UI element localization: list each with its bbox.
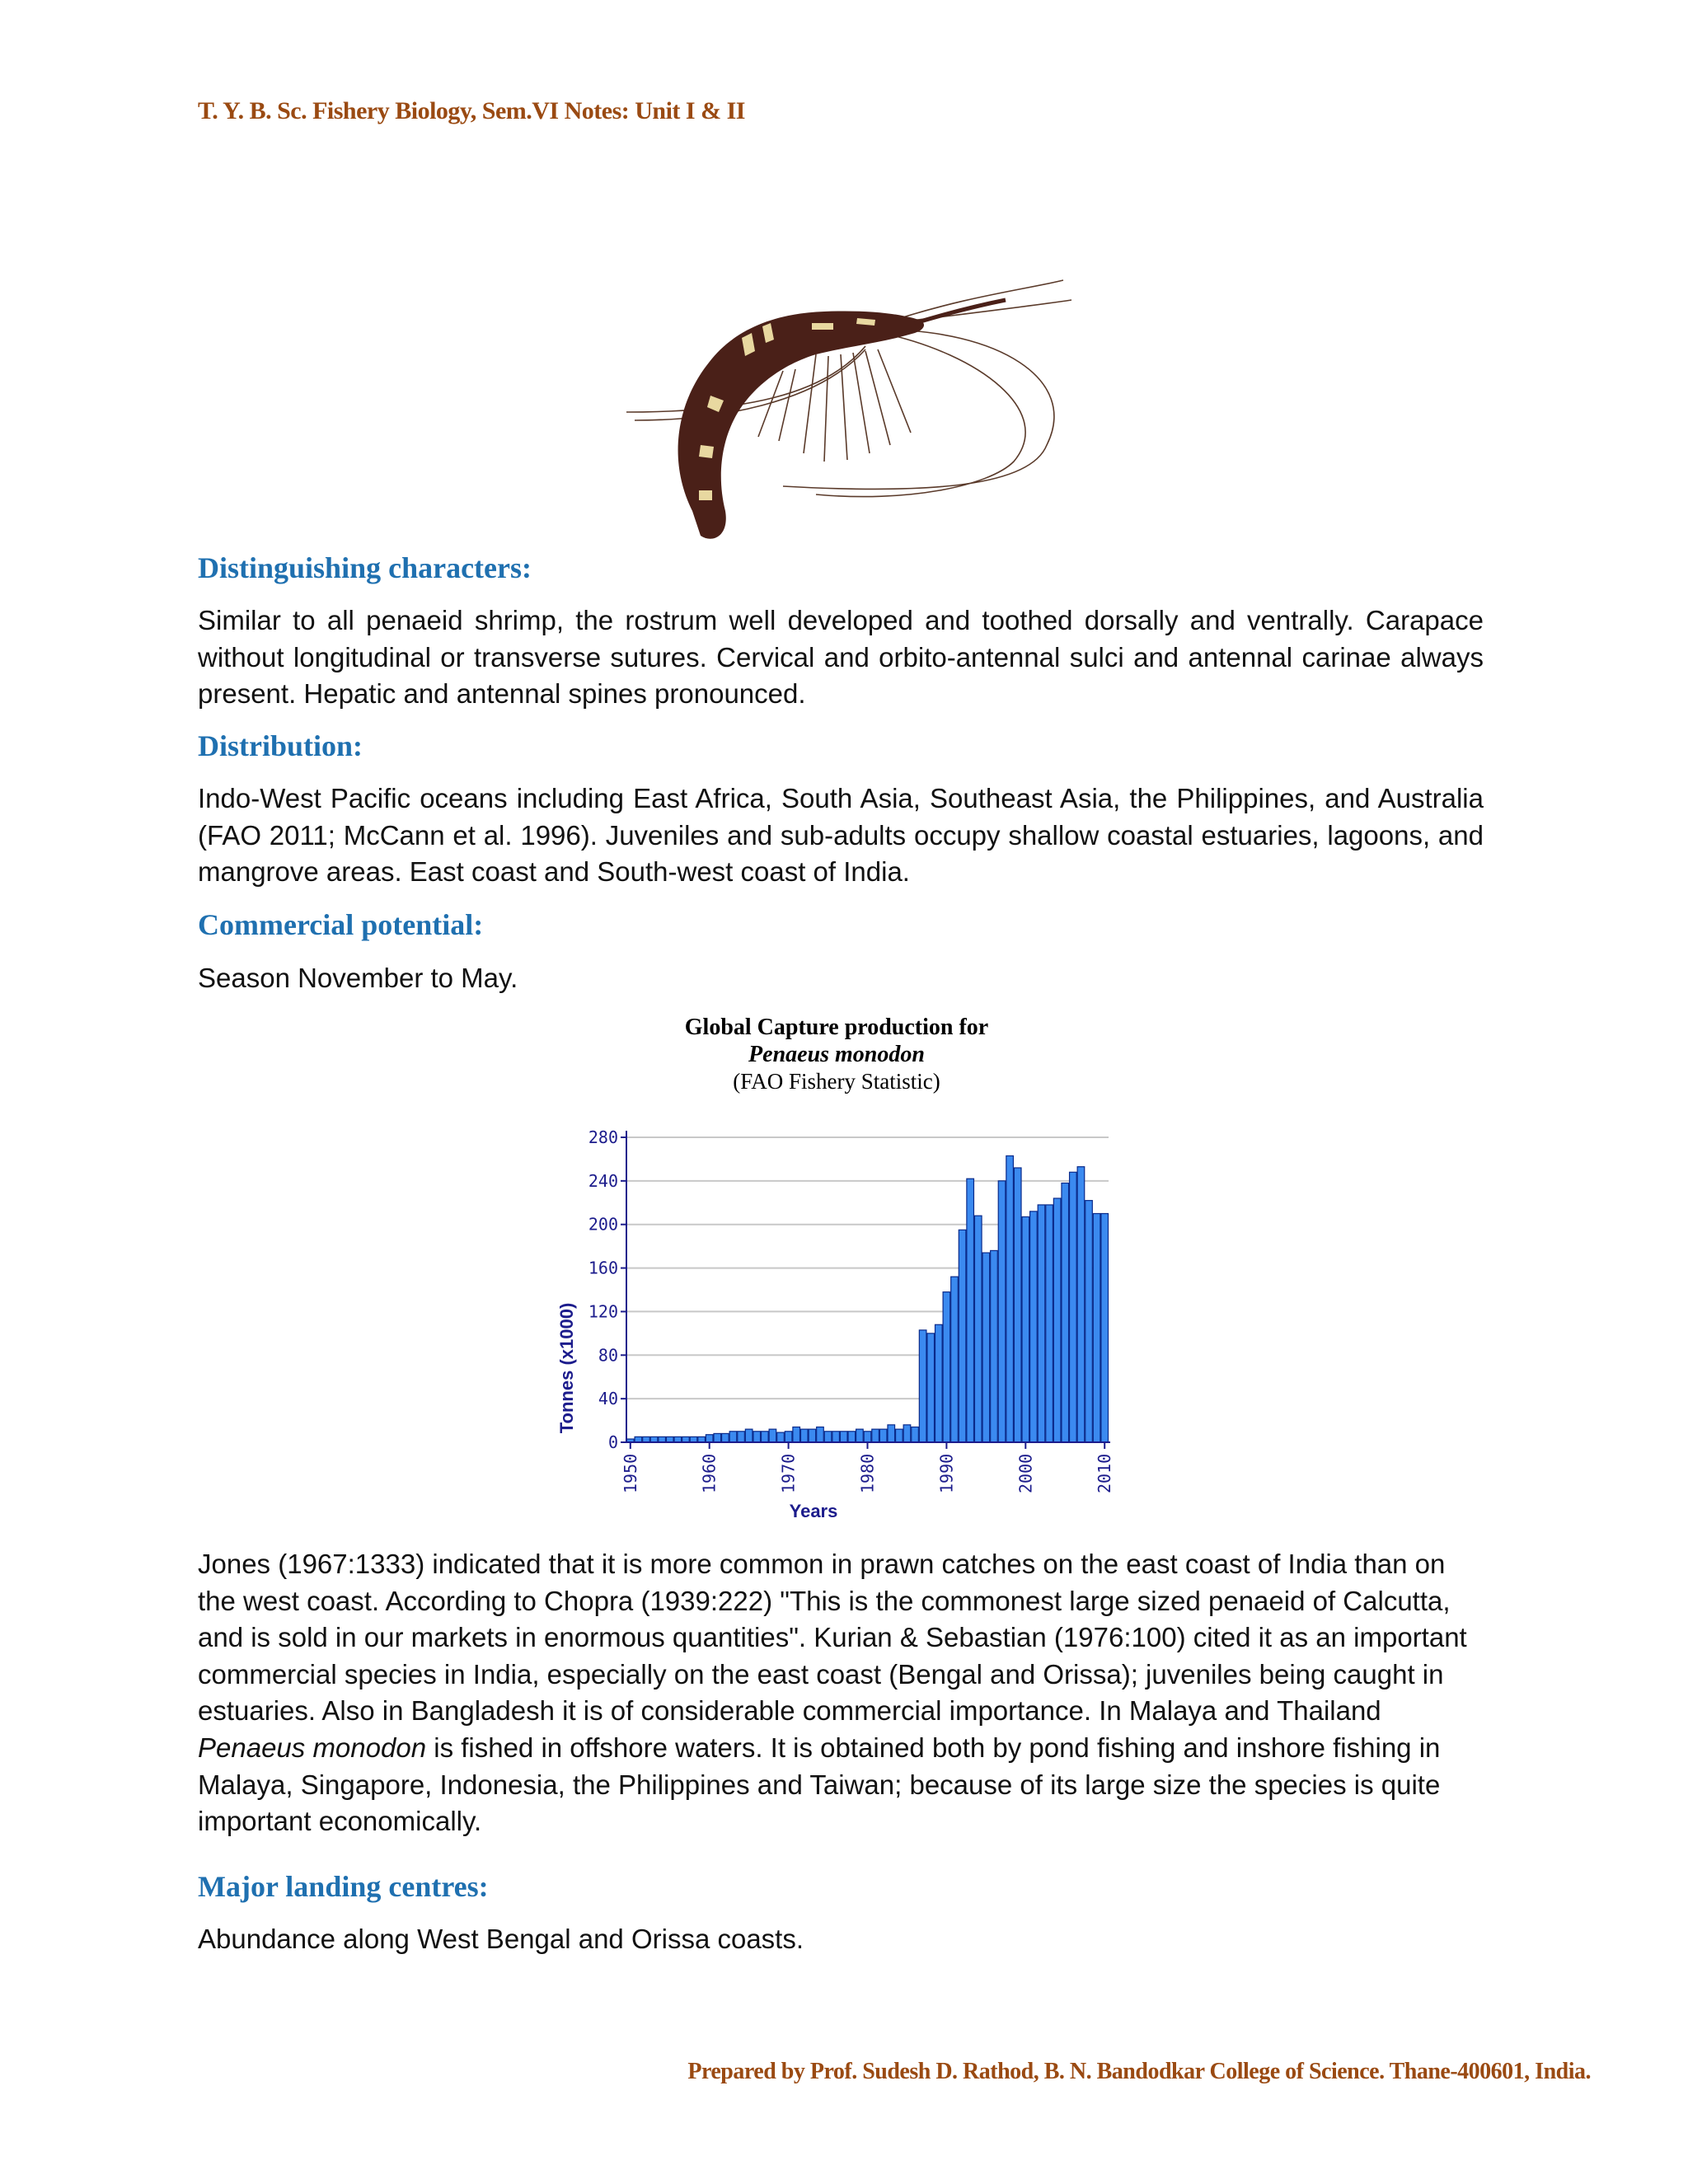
x-tick-label: 1970 <box>778 1453 799 1493</box>
bar <box>762 1432 769 1442</box>
y-tick-label: 120 <box>588 1301 618 1322</box>
bar <box>1006 1155 1014 1442</box>
bar <box>824 1432 832 1442</box>
y-tick-label: 80 <box>598 1345 618 1366</box>
bar <box>800 1429 808 1442</box>
bar <box>840 1432 847 1442</box>
bar <box>817 1427 824 1443</box>
bar <box>927 1333 935 1442</box>
bar <box>872 1429 879 1442</box>
y-axis-label: Tonnes (x1000) <box>556 1302 577 1434</box>
bar <box>856 1429 864 1442</box>
distinguishing-heading: Distinguishing characters: <box>198 551 532 584</box>
bar <box>1062 1183 1069 1443</box>
bar <box>951 1277 959 1442</box>
distribution-text: Indo-West Pacific oceans including East Africa, South Asia, Southeast Asia, the Philippines, and Australia (FAO 2011; McCann et al. 1996). Juveniles and sub-adults occupy shallow coastal estuaries, lagoons, and mangrove areas. East coast and South-west coast of India. <box>198 783 1484 888</box>
jones-text-part2: is fished in offshore waters. It is obtained both by pond fishing and inshore fishing in Malaya, Singapore, Indonesia, the Philippines and Taiwan; because of its large size the species is quite important economically. <box>198 1732 1441 1837</box>
x-tick-label: 1950 <box>620 1453 640 1493</box>
jones-paragraph <box>198 1546 1484 1840</box>
bar <box>753 1432 761 1442</box>
bar <box>809 1429 816 1442</box>
bar <box>722 1433 729 1442</box>
bar <box>974 1216 982 1442</box>
page-footer: Prepared by Prof. Sudesh D. Rathod, B. N. Bandodkar College of Science. Thane-400601, India. <box>687 2059 1591 2084</box>
x-tick-label: 1960 <box>699 1453 720 1493</box>
chart-title: Global Capture production for <box>684 1015 989 1040</box>
bar <box>1077 1167 1085 1442</box>
bar <box>1053 1198 1061 1442</box>
bar <box>1093 1214 1100 1443</box>
jones-text-part1: Jones (1967:1333) indicated that it is more common in prawn catches on the east coast of India than on the west coast. According to Chopra (1939:222) "This is the commonest large sized penaeid of Calcutta, and is sold in our markets in enormous quantities". Kurian & Sebastian (1976:100) cited it as an important commercial species in India, especially on the east coast (Bengal and Orissa); juveniles being caught in estuaries. Also in Bangladesh it is of considerable commercial importance. In Malaya and Thailand <box>198 1549 1467 1727</box>
bar <box>888 1425 895 1442</box>
y-tick-label: 240 <box>588 1170 618 1191</box>
chart-title-species: Penaeus monodon <box>748 1042 925 1067</box>
bar <box>832 1432 840 1442</box>
shrimp-figure <box>618 247 1080 552</box>
x-tick-label: 2010 <box>1095 1453 1115 1493</box>
bar <box>738 1432 745 1442</box>
commercial-text: Season November to May. <box>198 963 518 993</box>
bar <box>1085 1201 1093 1442</box>
bar <box>848 1432 856 1442</box>
bar <box>935 1324 943 1442</box>
bar <box>1070 1172 1077 1442</box>
species-name: Penaeus monodon <box>198 1732 427 1763</box>
y-tick-label: 200 <box>588 1214 618 1235</box>
chart-subtitle: (FAO Fishery Statistic) <box>733 1069 940 1094</box>
page-header: T. Y. B. Sc. Fishery Biology, Sem.VI Notes: Unit I & II <box>198 97 745 124</box>
distribution-heading: Distribution: <box>198 729 363 762</box>
bar <box>991 1250 998 1442</box>
bar <box>1014 1168 1021 1442</box>
bar <box>706 1435 713 1442</box>
bar <box>998 1181 1006 1442</box>
bar <box>777 1432 785 1442</box>
x-tick-label: 1980 <box>857 1453 878 1493</box>
bar <box>912 1427 919 1443</box>
bar <box>943 1292 950 1442</box>
capture-production-chart <box>379 1010 1203 1537</box>
bar <box>896 1429 903 1442</box>
bar <box>864 1432 871 1442</box>
bar <box>959 1230 966 1442</box>
x-tick-label: 2000 <box>1015 1453 1036 1493</box>
x-axis-label: Years <box>789 1501 838 1521</box>
chart-svg <box>379 1010 1203 1537</box>
bar <box>1101 1214 1109 1443</box>
bar <box>982 1253 990 1442</box>
bar <box>967 1179 974 1442</box>
bar <box>1046 1205 1053 1442</box>
shrimp-illustration-icon <box>618 247 1080 552</box>
y-tick-label: 280 <box>588 1127 618 1147</box>
commercial-heading: Commercial potential: <box>198 908 484 941</box>
landing-text: Abundance along West Bengal and Orissa coasts. <box>198 1924 804 1954</box>
bar <box>903 1425 911 1442</box>
bar <box>745 1429 753 1442</box>
bar <box>793 1427 800 1443</box>
bar <box>919 1330 926 1442</box>
bar <box>785 1432 792 1442</box>
bar <box>879 1429 887 1442</box>
bar <box>1022 1216 1029 1442</box>
y-tick-label: 40 <box>598 1389 618 1409</box>
bar <box>1030 1212 1038 1442</box>
bar <box>714 1433 721 1442</box>
bar <box>729 1432 737 1442</box>
bar <box>1038 1205 1045 1442</box>
landing-heading: Major landing centres: <box>198 1870 489 1903</box>
y-tick-label: 160 <box>588 1258 618 1278</box>
y-tick-label: 0 <box>607 1432 618 1452</box>
x-tick-label: 1990 <box>936 1453 957 1493</box>
distinguishing-text: Similar to all penaeid shrimp, the rostrum well developed and toothed dorsally and ventrally. Carapace without longitudinal or transverse sutures. Cervical and orbito-antennal sulci and antennal carinae always present. Hepatic and antennal spines pronounced. <box>198 605 1484 710</box>
bar <box>769 1429 776 1442</box>
